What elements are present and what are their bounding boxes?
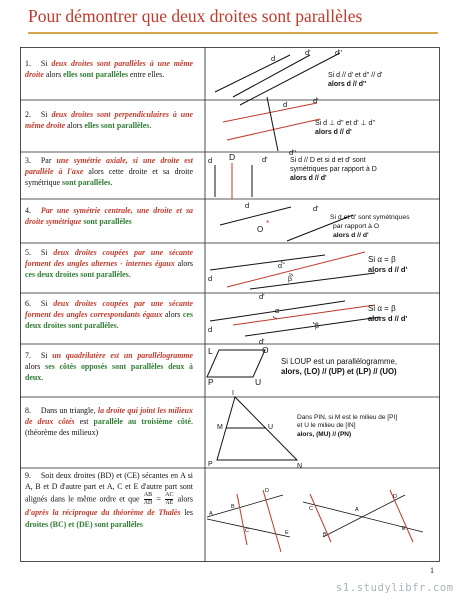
theorem-8-text [25,405,193,439]
fig2-caption-1: Si d ⊥ d'' et d' ⊥ d'' [315,120,376,127]
hypothesis-text: deux droites sont perpendiculaires à une même droite [25,110,193,131]
plain-text: . [110,178,113,188]
theorem-number: 9. [25,471,31,480]
fig6-caption-2: alors d // d' [368,314,408,323]
plain-text: alors [25,362,46,372]
fig8-label-I: I [232,390,234,397]
figure-5-alternate-angles [208,252,408,301]
conclusion-text: sont parallèles [83,217,132,227]
conclusion-text: ces deux droites sont parallèles [25,270,129,280]
figure-8-midpoint-theorem [208,390,397,470]
fig9a-label-A: A [209,511,213,517]
figure-6-corresponding-angles [208,301,408,346]
plain-text: alors [65,121,85,131]
figure-2-perpendicular-lines [223,96,375,157]
hypothesis-text: Par une symétrie centrale, une droite et sa droite symétrique [25,206,193,227]
theorem-1-text [25,58,193,80]
fig3-label-d-prime: d' [262,155,268,164]
plain-text: Soit deux droites (BD) et (CE) sécantes en A si A, B et D d'autre part et A, C et E d'autre part sont alignés dans le même ordre et que [25,471,193,504]
plain-text: Si [40,351,53,360]
fig3-label-d: d [208,156,213,165]
fig5-angle-beta: β [288,276,293,283]
fig2-label-d-second: d'' [289,148,297,157]
theorem-6-text [25,298,193,332]
plain-text: . [149,121,152,131]
fig7-label-L: L [208,346,213,356]
hypothesis-text: deux droites coupées par une sécante forment des angles alternes - internes égaux [25,248,194,269]
ratio-fraction [165,492,173,507]
conclusion-text: ces deux droites sont parallèles [25,310,193,331]
ratio-denominator: AE [165,500,174,507]
hypothesis-text: une symétrie axiale, si une droite est parallèle à l'axe [25,156,193,177]
figure-7-parallelogram [207,345,397,387]
fig5-caption-1: Si α = β [368,255,396,264]
fig3-label-D: D [229,152,236,162]
figures-column [205,47,440,562]
theorem-number: 2. [25,110,31,119]
fig7-caption-1: Si LOUP est un parallélogramme, [281,357,397,366]
conclusion-text: droites (BC) et (DE) sont parallèles [25,519,143,529]
figure-9-thales-right [303,490,423,542]
plain-text: Dans un triangle, [40,406,98,415]
fig8-caption-2: et U le milieu de [IN] [297,422,356,429]
fig9b-label-D: D [393,494,397,500]
fig9b-label-B: B [323,532,327,538]
plain-text: alors cette droite et sa droite symétrique [25,167,193,188]
fig5-label-d: d [208,274,213,283]
page-number: 1 [430,566,434,575]
fig8-caption-3: alors, (MU) // (PN) [297,431,352,438]
figure-3-axial-symmetry [208,152,377,199]
theorem-number: 7. [25,351,31,360]
theorem-number: 3. [25,156,31,165]
fig3-caption-3: alors d // d' [290,175,327,182]
hypothesis-text: deux droites sont parallèles à une même droite [25,59,193,80]
fig6-label-d-prime: d' [259,337,265,346]
ratio-numerator: AC [165,492,174,499]
fig1-label-d: d [271,54,276,63]
fig5-caption-2: alors d // d' [368,265,408,274]
fig6-angle-beta: β [315,323,320,330]
fig6-caption-1: Si α = β [368,304,396,313]
conclusion-text: parallèle au troisième côté [93,417,192,427]
theorem-number: 8. [25,406,31,415]
fig9b-label-A: A [355,507,359,513]
theorem-2-text [25,109,193,131]
plain-text: Si [40,299,54,308]
plain-text: Si [40,59,52,68]
fig5-angle-alpha: α [278,263,283,270]
fig4-label-d-prime: d' [313,204,319,213]
plain-text: = [153,494,165,504]
hypothesis-text: la droite qui joint les milieux de deux côtés [25,406,193,427]
hypothesis-text: deux droites coupées par une sécante forment des angles correspondants égaux [25,299,194,320]
hypothesis-text: d'après la réciproque du théorème de Thalès [25,508,181,518]
figure-9-thales-left [207,488,290,552]
fig4-caption-1: Si d et d' sont symétriques [330,214,410,221]
fig9a-label-C: C [245,528,249,534]
fig8-label-U: U [268,424,274,431]
fig7-label-O: O [262,345,269,355]
fig9a-label-B: B [231,504,235,510]
conclusion-text: ses côtés opposés sont parallèles deux à deux [25,362,194,383]
fig9b-label-E: E [402,526,406,532]
plain-text: . [128,270,131,280]
fig4-caption-3: alors d // d' [333,232,369,239]
theorem-number: 6. [25,299,31,308]
plain-text: est [74,417,94,427]
figure-1-parallel-lines [215,48,382,105]
conclusion-text: elles sont parallèles [84,121,150,131]
theorem-number: 1. [25,59,31,68]
fig6-label-d: d [208,325,213,334]
conclusion-text: elles sont parallèles [63,70,129,80]
theorem-3-text [25,155,193,189]
figure-4-central-symmetry [220,201,410,241]
fig1-label-d-second: d'' [335,48,343,57]
ratio-numerator: AB [143,492,153,499]
theorem-number: 4. [25,206,31,215]
fig8-caption-1: Dans PIN, si M est le milieu de [PI] [297,414,398,421]
fig2-caption-2: alors d // d' [315,129,352,136]
fig1-label-d-prime: d' [305,48,311,57]
plain-text: Si [40,110,52,119]
watermark: s1.studylibfr.com [336,582,454,594]
fig1-caption-2: alors d // d'' [328,81,367,88]
page-title: Pour démontrer que deux droites sont parallèles [28,6,363,26]
plain-text: alors [162,310,183,320]
fig8-label-M: M [217,424,223,431]
plain-text: alors [43,70,64,80]
fig4-caption-2: par rapport à O [333,223,380,230]
ratio-denominator: AD [143,500,153,507]
fig7-label-P: P [208,377,214,387]
fig8-label-N: N [297,463,303,470]
hypothesis-text: un quadrilatère est un parallélogramme [52,351,193,360]
fig4-label-d: d [245,201,250,210]
fig3-caption-1: Si d // D et si d et d' sont [290,157,366,164]
plain-text: . [116,321,119,331]
fig5-label-d-prime: d' [259,292,265,301]
fig2-label-d: d [283,100,288,109]
plain-text: alors [174,494,193,504]
center-point-mark: * [266,219,270,228]
conclusion-text: sont parallèles [62,178,111,188]
fig2-label-d-prime: d' [313,96,319,105]
fig8-label-P: P [208,461,213,468]
plain-text: Si [40,248,54,257]
fig7-caption-2: alors, (LO) // (UP) et (LP) // (UO) [281,367,397,376]
title-underline [28,32,438,34]
fig3-caption-2: symétriques par rapport à D [290,166,377,173]
fig6-angle-alpha: α [275,308,280,315]
plain-text: alors [174,259,193,269]
plain-text: les [180,508,193,518]
theorem-9-text [25,470,193,530]
fig9a-label-D: D [265,488,269,494]
theorem-4-text [25,205,193,227]
theorem-7-text [25,350,193,384]
fig4-label-O: O [257,225,264,234]
plain-text: . [41,373,44,383]
fig9a-label-E: E [285,530,289,536]
theorem-5-text [25,247,193,281]
plain-text: entre elles. [128,70,165,80]
fig9b-label-C: C [309,506,313,512]
plain-text: Par [40,156,57,165]
ratio-fraction [144,492,153,507]
fig7-label-U: U [255,377,262,387]
fig1-caption-1: Si d // d' et d'' // d' [328,72,383,79]
theorem-number: 5. [25,248,31,257]
plain-text: . (théorème des milieux) [25,417,193,438]
